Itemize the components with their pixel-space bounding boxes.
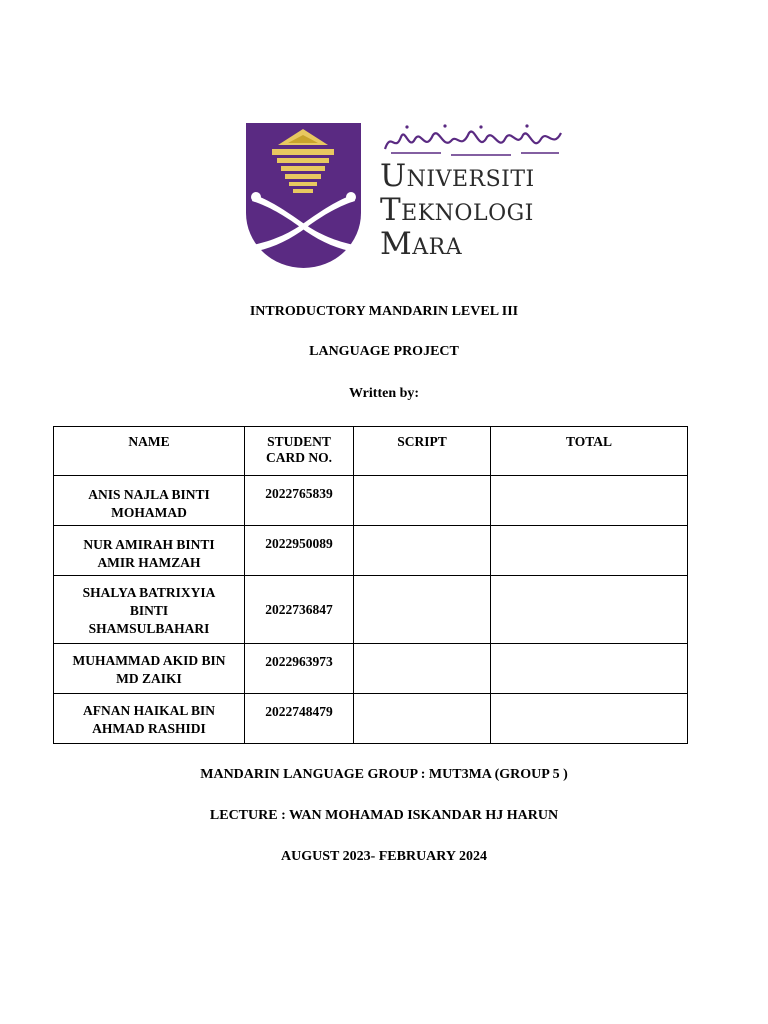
student-card-no: 2022748479 (245, 694, 354, 744)
header-student-card: STUDENT CARD NO. (245, 427, 354, 476)
student-card-no: 2022950089 (245, 526, 354, 576)
header-script: SCRIPT (354, 427, 491, 476)
student-name: MUHAMMAD AKID BIN MD ZAIKI (54, 644, 245, 694)
logo-line-universiti: Universiti (380, 158, 535, 194)
script-cell (354, 644, 491, 694)
table-row (54, 694, 688, 744)
table-row (54, 644, 688, 694)
table-header-row (54, 427, 688, 476)
uitm-emblem-icon (246, 123, 361, 268)
total-cell (491, 476, 688, 526)
project-title: LANGUAGE PROJECT (309, 344, 459, 359)
lecturer: LECTURE : WAN MOHAMAD ISKANDAR HJ HARUN (209, 808, 559, 823)
table-row (54, 576, 688, 644)
student-card-no: 2022963973 (245, 644, 354, 694)
total-cell (491, 526, 688, 576)
script-cell (354, 526, 491, 576)
header-name: NAME (54, 427, 245, 476)
table-row (54, 476, 688, 526)
logo-line-teknologi: Teknologi (380, 192, 534, 228)
university-name (380, 159, 535, 261)
script-cell (354, 576, 491, 644)
student-card-no: 2022736847 (245, 576, 354, 644)
header-total: TOTAL (491, 427, 688, 476)
language-group: MANDARIN LANGUAGE GROUP : MUT3MA (GROUP 5 ) (200, 767, 568, 782)
logo-line-mara: Mara (380, 226, 463, 262)
total-cell (491, 694, 688, 744)
table-row (54, 526, 688, 576)
student-name: SHALYA BATRIXYIA BINTI SHAMSULBAHARI (54, 576, 245, 644)
course-title: INTRODUCTORY MANDARIN LEVEL III (249, 304, 519, 319)
student-table (53, 426, 688, 744)
student-name: ANIS NAJLA BINTI MOHAMAD (54, 476, 245, 526)
script-cell (354, 694, 491, 744)
total-cell (491, 576, 688, 644)
written-by-label: Written by: (348, 386, 420, 401)
student-card-no: 2022765839 (245, 476, 354, 526)
total-cell (491, 644, 688, 694)
student-name: NUR AMIRAH BINTI AMIR HAMZAH (54, 526, 245, 576)
semester: AUGUST 2023- FEBRUARY 2024 (280, 849, 488, 864)
script-cell (354, 476, 491, 526)
uitm-logo (246, 123, 576, 268)
student-name: AFNAN HAIKAL BIN AHMAD RASHIDI (54, 694, 245, 744)
jawi-script (381, 123, 566, 159)
